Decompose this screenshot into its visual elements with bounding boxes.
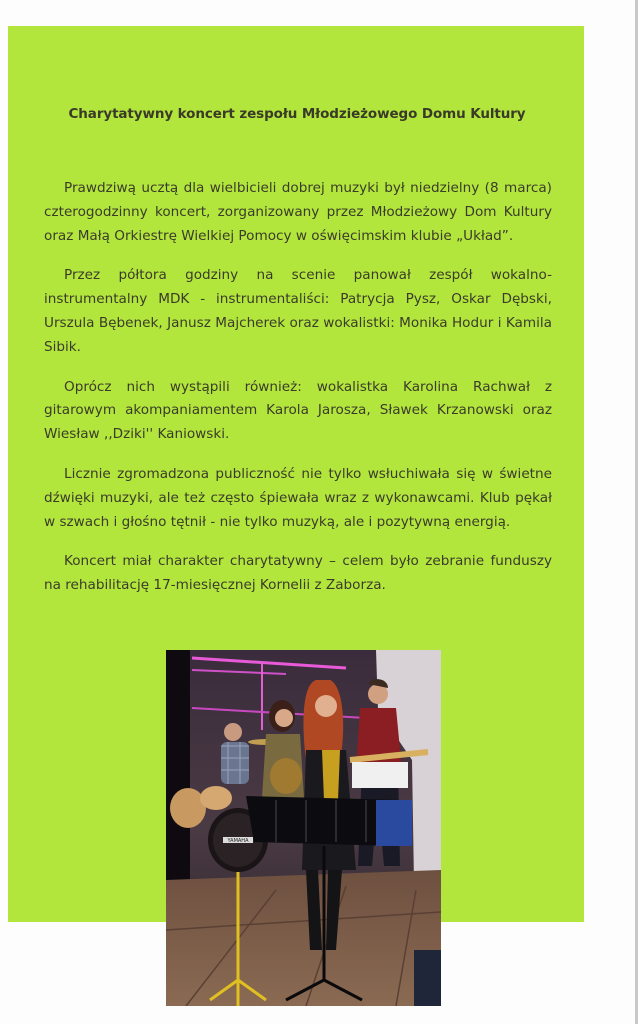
- drum-brand-label: YAMAHA: [227, 838, 249, 844]
- article-paragraph: Przez półtora godziny na scenie panował zespół wokalno-instrumentalny MDK - instrumentaliści: Patrycja Pysz, Oskar Dębski, Urszula Bębenek, Janusz Majcherek oraz wokalistki: Monika Hodur i Kamila Sibik.: [44, 267, 552, 355]
- article-paragraph: Licznie zgromadzona publiczność nie tylko wsłuchiwała się w świetne dźwięki muzyki, ale też często śpiewała wraz z wykonawcami. Klub pękał w szwach i głośno tętnił - nie tylko muzyką, ale i pozytywną energią.: [44, 465, 552, 530]
- concert-photo: [166, 650, 441, 1006]
- concert-photo-illustration: [166, 650, 441, 1006]
- article-paragraph: Koncert miał charakter charytatywny – celem było zebranie funduszy na rehabilitację 17-miesięcznej Kornelii z Zaborza.: [44, 553, 552, 594]
- article-paragraph: Oprócz nich wystąpili również: wokalistka Karolina Rachwał z gitarowym akompaniamentem Karola Jarosza, Sławek Krzanowski oraz Wiesław ,,Dziki'' Kaniowski.: [44, 378, 552, 443]
- article-title: Charytatywny koncert zespołu Młodzieżowego Domu Kultury: [68, 106, 526, 122]
- article-body: [44, 177, 552, 614]
- article-paragraph: Prawdziwą ucztą dla wielbicieli dobrej muzyki był niedzielny (8 marca) czterogodzinny koncert, zorganizowany przez Młodzieżowy Dom Kultury oraz Małą Orkiestrę Wielkiej Pomocy w oświęcimskim klubie „Układ”.: [44, 180, 552, 244]
